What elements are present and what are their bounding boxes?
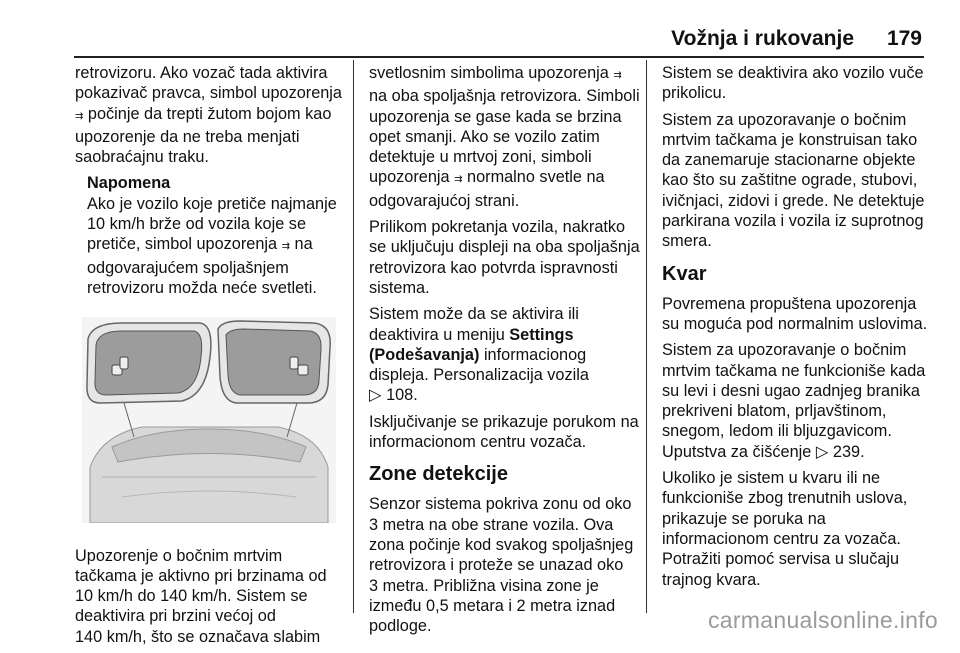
paragraph: Isključivanje se prikazuje porukom na informacionom centru vozača. [369, 412, 639, 452]
section-title: Vožnja i rukovanje [671, 27, 854, 50]
paragraph: Sistem za upozoravanje o bočnim mrtvim tačkama ne funkcioniše kada su levi i desni ugao zadnjeg branika prekriveni blatom, prljavštinom, snegom, ledom ili bljuzgavicom. Uputstva za čišćenje ▷ 239. [662, 341, 926, 461]
watermark: carmanualsonline.info [707, 607, 938, 633]
paragraph: Sistem za upozoravanje o bočnim mrtvim tačkama je konstruisan tako da zanemaruje stacionarne objekte kao što su zaštitne ograde, stubovi, ivičnjaci, zidovi i grede. Ne detektuje parkirana vozila i vozila iz suprotnog smera. [662, 110, 925, 251]
note-title: Napomena [87, 174, 171, 193]
paragraph: Sistem može da se aktivira ili deaktivira u meniju Settings (Podešavanja) informacionog displeja. Personalizacija vozila ▷ 108. [369, 305, 589, 405]
column-3 [662, 63, 934, 596]
header-divider [74, 56, 924, 58]
column-2 [369, 63, 641, 642]
blind-spot-warning-icon: ⇉ [281, 241, 290, 253]
paragraph: svetlosnim simbolima upozorenja ⇉ na oba spoljašnja retrovizora. Simboli upozorenja se gase kada se brzina opet smanji. Ako se vozilo zatim detektuje u mrtvoj zoni, simboli upozorenja ⇉ normalno svetle na odgovarajućoj strani. [369, 64, 640, 210]
page-number: 179 [886, 27, 922, 50]
paragraph: Senzor sistema pokriva zonu od oko 3 metra na obe strane vozila. Ova zona počinje kod svakog spoljašnjeg retrovizora i proteže se unazad oko 3 metra. Približna visina zone je između 0,5 metara i 2 metra iznad podloge. [369, 495, 634, 636]
column-divider-2 [646, 60, 647, 613]
menu-name-settings: Settings [509, 325, 574, 344]
page-header [0, 0, 960, 58]
page-reference-arrow-icon: ▷ [369, 386, 382, 405]
section-heading: Zone detekcije [369, 463, 508, 486]
blind-spot-warning-icon: ⇉ [75, 110, 84, 122]
blind-spot-warning-icon: ⇉ [454, 174, 463, 186]
menu-name-translation: (Podešavanja) [369, 345, 480, 364]
blind-spot-warning-icon: ⇉ [613, 70, 622, 81]
page-reference-link[interactable]: 239. [832, 442, 865, 461]
column-1 [75, 63, 345, 653]
page-reference-arrow-icon: ▷ [815, 442, 829, 461]
page-reference-link[interactable]: 108. [386, 386, 418, 405]
column-divider-1 [353, 60, 354, 613]
paragraph: Sistem se deaktivira ako vozilo vuče prikolicu. [662, 64, 924, 103]
paragraph: Povremena propuštena upozorenja su moguća pod normalnim uslovima. [662, 294, 928, 333]
paragraph: retrovizoru. Ako vozač tada aktivira pokazivač pravca, simbol upozorenja ⇉ počinje da trepti žutom bojom kao upozorenje da ne treba menjati saobraćajnu traku. [75, 64, 342, 167]
paragraph: Ukoliko je sistem u kvaru ili ne funkcioniše zbog trenutnih uslova, prikazuje se poruka na informacionom centru za vozača. Potražiti pomoć servisa u slučaju trajnog kvara. [662, 469, 908, 589]
mirror-illustration [82, 317, 336, 523]
section-heading: Kvar [662, 262, 707, 285]
paragraph: Upozorenje o bočnim mrtvim tačkama je aktivno pri brzinama od 10 km/h do 140 km/h. Sistem se deaktivira pri brzini većoj od 140 km/h, što se označava slabim [75, 546, 327, 646]
note-box: Napomena Ako je vozilo koje pretiče najmanje 10 km/h brže od vozila koje se pretiče, simbol upozorenja ⇉ na odgovarajućem spoljašnjem retrovizoru možda neće svetleti. [87, 173, 345, 298]
paragraph: Prilikom pokretanja vozila, nakratko se uključuju displeji na oba spoljašnja retrovizora kao potvrda ispravnosti sistema. [369, 218, 640, 297]
